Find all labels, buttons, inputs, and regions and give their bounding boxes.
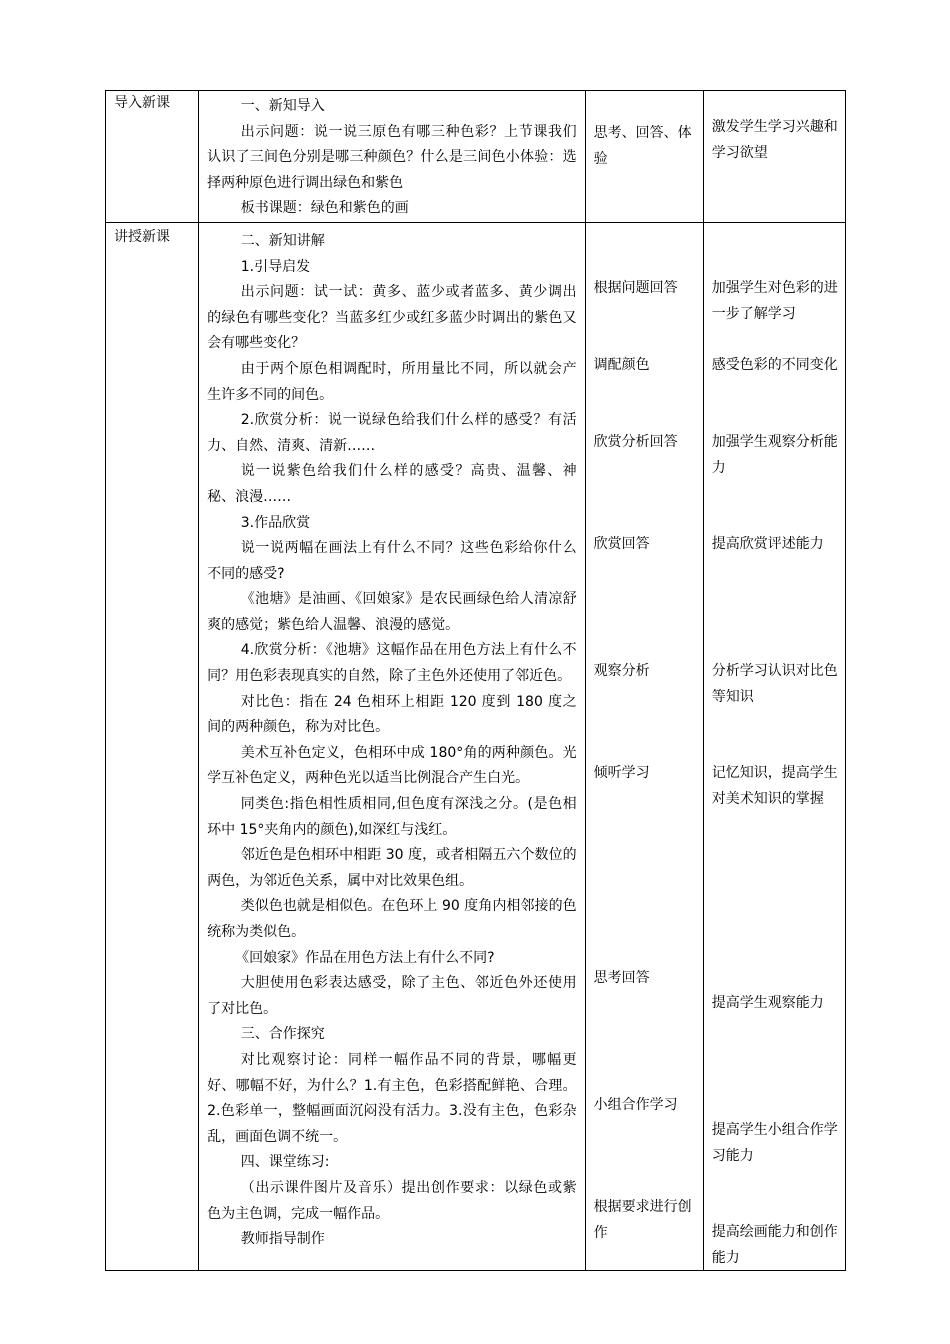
content-paragraph: 2.欣赏分析：说一说绿色给我们什么样的感受？有活力、自然、清爽、清新…… (207, 412, 577, 454)
design-intent: 感受色彩的不同变化 (711, 356, 838, 373)
design-intent-cell (703, 222, 845, 1270)
content-paragraph: 板书课题：绿色和紫色的画 (240, 200, 409, 217)
content-paragraph: 对比观察讨论：同样一幅作品不同的背景，哪幅更好、哪幅不好，为什么？1.有主色，色彩搭配鲜艳、合理。2.色彩单一，整幅画面沉闷没有活力。3.没有主色，色彩杂乱，画面色调不统一。 (207, 1051, 577, 1145)
student-activity: 小组合作学习 (593, 1096, 678, 1113)
content-paragraph: 《回娘家》作品在用色方法上有什么不同? (235, 949, 495, 966)
content-paragraph: 由于两个原色相调配时，所用量比不同，所以就会产生许多不同的间色。 (207, 360, 577, 403)
content-paragraph: 出示问题：说一说三原色有哪三种色彩？上节课我们认识了三间色分别是哪三种颜色？什么是三间色小体验：选择两种原色进行调出绿色和紫色 (207, 123, 577, 191)
content-paragraph: 对比色：指在 24 色相环上相距 120 度到 180 度之间的两种颜色，称为对比色。 (207, 693, 577, 736)
design-intent: 提高欣赏评述能力 (711, 535, 824, 552)
student-activity: 调配颜色 (593, 356, 650, 373)
content-paragraph: 一、新知导入 (240, 98, 325, 114)
stage-label: 导入新课 (114, 95, 170, 111)
student-activity: 欣赏分析回答 (593, 433, 678, 450)
student-activity: 倾听学习 (593, 764, 650, 781)
content-paragraph: 1.引导启发 (240, 258, 311, 275)
design-intent: 提高学生观察能力 (711, 994, 824, 1011)
design-intent: 提高学生小组合作学习能力 (711, 1121, 838, 1164)
design-intent: 加强学生对色彩的进一步了解学习 (711, 279, 838, 322)
content-paragraph: 3.作品欣赏 (240, 514, 311, 531)
content-paragraph: （出示课件图片及音乐）提出创作要求：以绿色或紫色为主色调，完成一幅作品。 (207, 1179, 577, 1222)
table-row (106, 91, 846, 223)
student-activity: 欣赏回答 (593, 535, 650, 552)
table-row (106, 222, 846, 1270)
content-paragraph: 美术互补色定义，色相环中成 180°角的两种颜色。光学互补色定义，两种色光以适当比例混合产生白光。 (207, 744, 577, 787)
student-activity-cell (585, 222, 703, 1270)
student-activity: 根据要求进行创作 (593, 1198, 692, 1241)
content-paragraph: 《池塘》是油画、《回娘家》是农民画绿色给人清凉舒爽的感觉；紫色给人温馨、浪漫的感觉。 (207, 591, 577, 633)
stage-label: 讲授新课 (114, 228, 170, 245)
content-paragraph: 出示问题：试一试：黄多、蓝少或者蓝多、黄少调出的绿色有哪些变化？当蓝多红少或红多蓝少时调出的紫色又会有哪些变化？ (207, 284, 577, 352)
student-activity: 观察分析 (593, 662, 650, 679)
content-paragraph: 邻近色是色相环中相距 30 度，或者相隔五六个数位的两色，为邻近色关系，属中对比效果色组。 (207, 847, 577, 889)
content-paragraph: 类似色也就是相似色。在色环上 90 度角内相邻接的色统称为类似色。 (207, 898, 577, 940)
content-paragraph: 说一说两幅在画法上有什么不同？这些色彩给你什么不同的感受? (207, 540, 577, 582)
content-paragraph: 说一说紫色给我们什么样的感受？高贵、温馨、神秘、浪漫…… (207, 463, 577, 505)
lesson-plan-table (105, 90, 846, 1271)
content-paragraph: 4.欣赏分析：《池塘》这幅作品在用色方法上有什么不同？用色彩表现真实的自然，除了主色外还使用了邻近色。 (207, 642, 577, 685)
student-activity: 思考、回答、体验 (593, 125, 692, 167)
content-paragraph: 四、课堂练习: (240, 1154, 330, 1171)
design-intent: 提高绘画能力和创作能力 (711, 1223, 838, 1266)
design-intent: 激发学生学习兴趣和学习欲望 (711, 119, 838, 161)
content-paragraph: 大胆使用色彩表达感受，除了主色、邻近色外还使用了对比色。 (207, 975, 577, 1017)
design-intent: 加强学生观察分析能力 (711, 433, 838, 476)
stage-cell (106, 222, 199, 1270)
student-activity: 根据问题回答 (593, 279, 678, 296)
content-cell (199, 222, 586, 1270)
content-cell (199, 91, 586, 223)
content-paragraph: 三、合作探究 (240, 1026, 325, 1043)
content-paragraph: 教师指导制作 (240, 1231, 325, 1248)
content-paragraph: 同类色:指色相性质相同,但色度有深浅之分。(是色相环中 15°夹角内的颜色),如深红与浅红。 (207, 796, 577, 838)
student-activity-cell (585, 91, 703, 223)
content-paragraph: 二、新知讲解 (240, 232, 325, 249)
design-intent-cell (703, 91, 845, 223)
design-intent: 分析学习认识对比色等知识 (711, 662, 838, 705)
stage-cell (106, 91, 199, 223)
design-intent: 记忆知识，提高学生对美术知识的掌握 (711, 764, 838, 807)
student-activity: 思考回答 (593, 969, 650, 986)
